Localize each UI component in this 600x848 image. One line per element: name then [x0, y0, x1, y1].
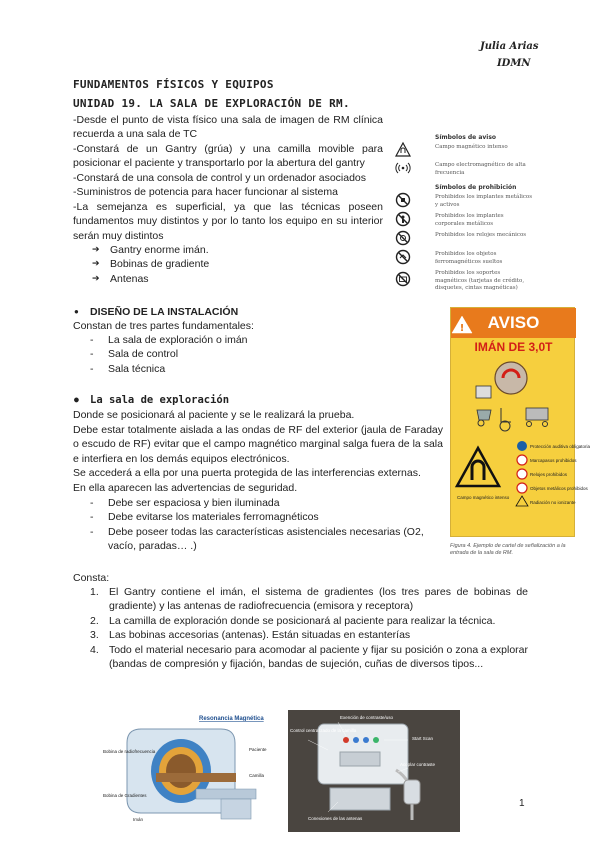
installation-intro: Constan de tres partes fundamentales:	[73, 320, 254, 332]
sign-row	[393, 270, 533, 296]
warning-symbols-heading: Símbolos de aviso	[435, 134, 497, 141]
sign-row	[393, 248, 533, 268]
consta-list	[90, 585, 528, 671]
no-ferromagnetic-objects-icon	[395, 249, 411, 265]
no-watches-icon	[395, 230, 411, 246]
author-course: IDMN	[497, 58, 531, 69]
magnet-warning-icon	[395, 142, 411, 158]
radiofrequency-warning-icon	[395, 160, 411, 176]
sign-label: Prohibidos los soportes magnéticos (tarjetas de crédito, disquetes, cintas magnéticas)	[435, 270, 525, 292]
figure-title: Resonancia Magnética	[199, 716, 264, 722]
list-item	[90, 585, 528, 614]
poster-title-text: AVISO	[487, 313, 540, 332]
item-number: 3.	[90, 629, 99, 642]
sign-row	[393, 229, 533, 249]
trolley-drawing	[526, 408, 548, 420]
list-item: - La sala de exploración o imán	[90, 333, 248, 347]
item-number: 1.	[90, 586, 99, 598]
no-watch-icon	[517, 469, 527, 479]
sign-row	[393, 159, 533, 179]
list-item: - Sala de control	[90, 347, 248, 361]
stop-button-icon	[343, 737, 349, 743]
list-item	[90, 628, 528, 642]
safety-signs-legend	[393, 128, 533, 298]
side-label: Radiación no ionizante	[530, 500, 576, 505]
bed-drawing	[477, 410, 491, 420]
figure-label: Paciente	[249, 747, 267, 752]
sign-row	[393, 191, 533, 211]
item-text: La camilla de exploración donde se posicionará al paciente para realizar la técnica.	[109, 614, 496, 627]
item-number: 2.	[90, 614, 99, 627]
radiation-icon	[516, 496, 528, 506]
no-magnetic-cards-icon	[395, 271, 411, 287]
figure-label: Start Scan	[412, 736, 434, 741]
no-implants-icon	[395, 192, 411, 208]
main-title: FUNDAMENTOS FÍSICOS Y EQUIPOS	[73, 78, 274, 91]
magnet-drawing	[495, 362, 527, 394]
unit-title: UNIDAD 19. LA SALA DE EXPLORACIÓN DE RM.	[73, 97, 350, 110]
exam-room-heading: ● La sala de exploración	[90, 393, 229, 407]
figure-label: Bobina de radiofrecuencia	[103, 749, 156, 754]
intro-paragraph-4: -Suministros de potencia para hacer funcionar al sistema	[73, 186, 338, 198]
patient-drawing	[156, 773, 236, 782]
poster-illustration	[451, 308, 591, 538]
page-number: 1	[519, 798, 525, 809]
exam-room-paragraph-4: En ella aparecen las advertencias de seguridad.	[73, 482, 298, 494]
installation-parts-list	[90, 333, 248, 376]
side-label: Objetos metálicos prohibidos	[530, 486, 588, 491]
figure-label: Conexiones de las antenas	[308, 816, 363, 821]
exam-room-paragraph-3: Se accederá a ella por una puerta protegida de las interferencias externas.	[73, 467, 421, 479]
installation-heading: ● DISEÑO DE LA INSTALACIÓN	[90, 305, 238, 319]
side-label: Protección auditiva obligatoria	[530, 444, 591, 449]
sign-label: Prohibidos los relojes mecánicos	[435, 232, 527, 238]
side-label: Relojes prohibidos	[530, 472, 568, 477]
sign-label: Prohibidos los objetos ferromagnéticos sueltos	[435, 251, 503, 265]
item-number: 4.	[90, 643, 99, 656]
rf-coil	[166, 754, 196, 788]
sign-label: Campo magnético intenso	[435, 144, 508, 150]
prohibition-symbols-heading: Símbolos de prohibición	[435, 184, 517, 191]
start-scan-button-icon	[373, 737, 379, 743]
move-button-icon	[363, 737, 369, 743]
list-item	[90, 614, 528, 628]
list-item: ➔ Antenas	[92, 272, 209, 286]
side-label: Marcapasos prohibidos	[530, 458, 577, 463]
mri-gantry-figure	[101, 711, 271, 831]
consta-label: Consta:	[73, 572, 110, 584]
list-item: - Debe evitarse los materiales ferromagnéticos	[90, 510, 446, 524]
author-name: Julia Arias	[480, 41, 539, 52]
sign-label: Prohibidos los implantes metálicos y activos	[435, 194, 533, 208]
figure-label: Camilla	[249, 773, 265, 778]
figure-label: Imán	[133, 817, 144, 822]
svg-text:!: !	[459, 323, 465, 334]
scissors-drawing	[476, 386, 491, 398]
figure-label: Control centralizado de la camilla	[290, 728, 357, 733]
item-text: Todo el material necesario para acomodar al paciente y fijar su posición o zona a explorar (bandas de compresión y fijación, bandas de sujeción, cuñas de diversos tipos...	[109, 643, 528, 670]
sign-row	[393, 141, 533, 161]
warning-poster	[450, 307, 591, 537]
magnetic-field-warning-icon	[457, 448, 499, 486]
list-item: ➔ Bobinas de gradiente	[92, 257, 209, 271]
list-item: ➔ Gantry enorme imán.	[92, 243, 209, 257]
item-text: El Gantry contiene el imán, el sistema de gradientes (los tres pares de bobinas de gradiente) y las antenas de radiofrecuencia (emisora y receptora)	[109, 586, 528, 613]
exam-room-paragraph-2: Debe estar totalmente aislada a las ondas de RF del exterior (jaula de Faraday o escudo de RF) evitar que el campo magnético marginal salga fuera de la sala e interfiera en los demás equipos electrónicos.	[73, 424, 443, 465]
components-list	[92, 243, 209, 286]
intro-paragraph-3: -Constará de una consola de control y un ordenador asociados	[73, 172, 367, 184]
no-pacemaker-icon	[517, 455, 527, 465]
list-item: - Debe ser espaciosa y bien iluminada	[90, 496, 446, 510]
list-item	[90, 643, 528, 672]
list-item: - Debe poseer todas las características asistenciales necesarias (O2, vacío, paradas… .)	[90, 525, 446, 554]
sign-label: Campo electromagnético de alta frecuencia	[435, 162, 526, 176]
ear-protection-icon	[517, 441, 527, 451]
figure-label: Acoplar contraste	[400, 762, 436, 767]
poster-caption: Figura 4. Ejemplo de cartel de señalización a la entrada de la sala de RM.	[450, 543, 566, 557]
antenna-connectors	[330, 788, 390, 810]
gantry-control-panel-figure	[288, 710, 460, 832]
sign-row	[393, 210, 533, 230]
poster-subtitle: IMÁN DE 3,0T	[474, 340, 553, 354]
intro-paragraph-2: -Constará de un Gantry (grúa) y una camilla movible para posicionar el paciente y transportarlo por la abertura del gantry	[73, 143, 383, 170]
figure-label: Exención de contraste/uso	[340, 715, 394, 720]
figure-label: Bobina de Gradientes	[103, 793, 147, 798]
move-button-icon	[353, 737, 359, 743]
no-metal-objects-icon	[517, 483, 527, 493]
campo-label: Campo magnético intenso	[457, 495, 510, 500]
exam-room-paragraph-1: Donde se posicionará al paciente y se le realizará la prueba.	[73, 409, 355, 421]
intro-paragraph-5: -La semejanza es superficial, ya que las técnicas poseen fundamentos muy distintos y por lo tanto los equipo en su interior serán muy distintos	[73, 201, 383, 242]
control-panel-drawing	[288, 710, 460, 832]
exam-room-requirements	[90, 496, 446, 554]
intro-paragraph-1: -Desde el punto de vista físico una sala de imagen de RM clínica recuerda a una sala de TC	[73, 114, 383, 141]
table-drawing	[196, 789, 256, 799]
list-item: - Sala técnica	[90, 362, 248, 376]
no-metal-implants-icon	[395, 211, 411, 227]
sign-label: Prohibidos los implantes corporales metálicos	[435, 213, 504, 227]
item-text: Las bobinas accesorias (antenas). Están situadas en estanterías	[109, 629, 411, 642]
